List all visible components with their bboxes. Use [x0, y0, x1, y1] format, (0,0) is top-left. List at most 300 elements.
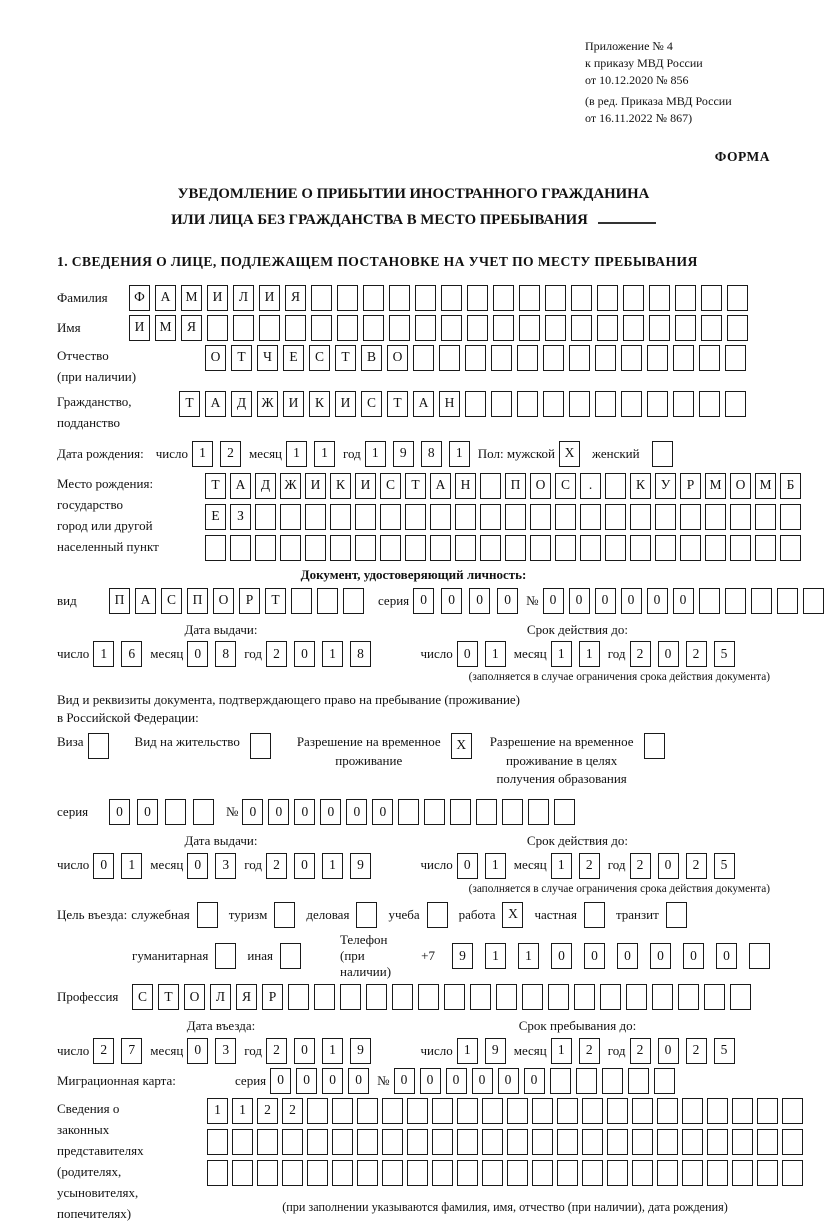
- char-box[interactable]: 0: [294, 853, 315, 879]
- char-box[interactable]: [605, 473, 626, 499]
- char-box[interactable]: [507, 1129, 528, 1155]
- char-box[interactable]: [532, 1098, 553, 1124]
- char-box[interactable]: [363, 285, 384, 311]
- char-box[interactable]: [317, 588, 338, 614]
- char-box[interactable]: [749, 943, 770, 969]
- char-box[interactable]: 0: [346, 799, 367, 825]
- char-box[interactable]: [382, 1160, 403, 1186]
- char-box[interactable]: 0: [420, 1068, 441, 1094]
- char-box[interactable]: [532, 1129, 553, 1155]
- char-box[interactable]: 0: [137, 799, 158, 825]
- char-box[interactable]: О: [213, 588, 234, 614]
- char-box[interactable]: [555, 535, 576, 561]
- char-box[interactable]: [682, 1129, 703, 1155]
- char-box[interactable]: Т: [405, 473, 426, 499]
- char-box[interactable]: [165, 799, 186, 825]
- char-box[interactable]: Е: [205, 504, 226, 530]
- char-box[interactable]: [682, 1098, 703, 1124]
- char-box[interactable]: [528, 799, 549, 825]
- char-box[interactable]: [233, 315, 254, 341]
- char-box[interactable]: 2: [686, 641, 707, 667]
- char-box[interactable]: [727, 315, 748, 341]
- checkbox-edu-permit[interactable]: [644, 733, 665, 759]
- char-box[interactable]: В: [361, 345, 382, 371]
- char-box[interactable]: [532, 1160, 553, 1186]
- char-box[interactable]: Ж: [280, 473, 301, 499]
- char-box[interactable]: Я: [285, 285, 306, 311]
- char-box[interactable]: [803, 588, 824, 614]
- char-box[interactable]: [707, 1160, 728, 1186]
- char-box[interactable]: 0: [372, 799, 393, 825]
- checkbox-private[interactable]: [584, 902, 605, 928]
- char-box[interactable]: [657, 1129, 678, 1155]
- char-box[interactable]: 2: [266, 853, 287, 879]
- char-box[interactable]: Я: [181, 315, 202, 341]
- char-box[interactable]: [548, 984, 569, 1010]
- char-box[interactable]: 0: [187, 853, 208, 879]
- char-box[interactable]: [626, 984, 647, 1010]
- char-box[interactable]: 0: [457, 641, 478, 667]
- char-box[interactable]: [569, 345, 590, 371]
- char-box[interactable]: [357, 1098, 378, 1124]
- char-box[interactable]: [582, 1098, 603, 1124]
- char-box[interactable]: [232, 1160, 253, 1186]
- char-box[interactable]: 0: [242, 799, 263, 825]
- char-box[interactable]: [630, 535, 651, 561]
- char-box[interactable]: 0: [543, 588, 564, 614]
- char-box[interactable]: 0: [621, 588, 642, 614]
- char-box[interactable]: [705, 535, 726, 561]
- char-box[interactable]: [407, 1160, 428, 1186]
- char-box[interactable]: О: [184, 984, 205, 1010]
- char-box[interactable]: [623, 315, 644, 341]
- char-box[interactable]: Н: [439, 391, 460, 417]
- char-box[interactable]: К: [330, 473, 351, 499]
- checkbox-visa[interactable]: [88, 733, 109, 759]
- char-box[interactable]: [543, 345, 564, 371]
- char-box[interactable]: 0: [584, 943, 605, 969]
- char-box[interactable]: О: [730, 473, 751, 499]
- char-box[interactable]: М: [155, 315, 176, 341]
- checkbox-sex-male[interactable]: X: [559, 441, 580, 467]
- char-box[interactable]: [307, 1129, 328, 1155]
- char-box[interactable]: 0: [187, 1038, 208, 1064]
- checkbox-study[interactable]: [427, 902, 448, 928]
- char-box[interactable]: М: [181, 285, 202, 311]
- char-box[interactable]: [582, 1160, 603, 1186]
- char-box[interactable]: Б: [780, 473, 801, 499]
- char-box[interactable]: А: [205, 391, 226, 417]
- char-box[interactable]: [675, 285, 696, 311]
- char-box[interactable]: [680, 535, 701, 561]
- char-box[interactable]: 0: [647, 588, 668, 614]
- char-box[interactable]: 5: [714, 853, 735, 879]
- char-box[interactable]: [701, 285, 722, 311]
- char-box[interactable]: [607, 1129, 628, 1155]
- char-box[interactable]: [430, 504, 451, 530]
- char-box[interactable]: [571, 315, 592, 341]
- char-box[interactable]: [415, 315, 436, 341]
- char-box[interactable]: С: [555, 473, 576, 499]
- char-box[interactable]: [595, 345, 616, 371]
- char-box[interactable]: [407, 1129, 428, 1155]
- char-box[interactable]: 8: [215, 641, 236, 667]
- char-box[interactable]: [493, 285, 514, 311]
- char-box[interactable]: [699, 588, 720, 614]
- char-box[interactable]: 1: [518, 943, 539, 969]
- char-box[interactable]: Т: [179, 391, 200, 417]
- char-box[interactable]: [332, 1098, 353, 1124]
- char-box[interactable]: И: [305, 473, 326, 499]
- char-box[interactable]: 0: [673, 588, 694, 614]
- char-box[interactable]: [311, 285, 332, 311]
- char-box[interactable]: [751, 588, 772, 614]
- char-box[interactable]: [782, 1160, 803, 1186]
- char-box[interactable]: Н: [455, 473, 476, 499]
- char-box[interactable]: С: [380, 473, 401, 499]
- char-box[interactable]: [207, 1129, 228, 1155]
- char-box[interactable]: [701, 315, 722, 341]
- char-box[interactable]: И: [283, 391, 304, 417]
- char-box[interactable]: 2: [686, 853, 707, 879]
- char-box[interactable]: [430, 535, 451, 561]
- char-box[interactable]: [630, 504, 651, 530]
- char-box[interactable]: М: [705, 473, 726, 499]
- char-box[interactable]: [467, 315, 488, 341]
- char-box[interactable]: [554, 799, 575, 825]
- char-box[interactable]: [607, 1098, 628, 1124]
- char-box[interactable]: [280, 504, 301, 530]
- char-box[interactable]: [389, 285, 410, 311]
- char-box[interactable]: Ф: [129, 285, 150, 311]
- char-box[interactable]: 2: [282, 1098, 303, 1124]
- checkbox-sex-female[interactable]: [652, 441, 673, 467]
- char-box[interactable]: [607, 1160, 628, 1186]
- char-box[interactable]: [580, 504, 601, 530]
- char-box[interactable]: [255, 504, 276, 530]
- char-box[interactable]: П: [109, 588, 130, 614]
- char-box[interactable]: [467, 285, 488, 311]
- char-box[interactable]: Т: [205, 473, 226, 499]
- char-box[interactable]: Р: [680, 473, 701, 499]
- char-box[interactable]: 0: [658, 853, 679, 879]
- checkbox-other[interactable]: [280, 943, 301, 969]
- checkbox-official[interactable]: [197, 902, 218, 928]
- char-box[interactable]: [257, 1129, 278, 1155]
- char-box[interactable]: С: [361, 391, 382, 417]
- char-box[interactable]: 1: [286, 441, 307, 467]
- char-box[interactable]: [482, 1160, 503, 1186]
- char-box[interactable]: И: [335, 391, 356, 417]
- char-box[interactable]: 0: [322, 1068, 343, 1094]
- char-box[interactable]: [732, 1098, 753, 1124]
- char-box[interactable]: [545, 315, 566, 341]
- char-box[interactable]: [757, 1129, 778, 1155]
- char-box[interactable]: 2: [630, 641, 651, 667]
- char-box[interactable]: К: [309, 391, 330, 417]
- char-box[interactable]: [757, 1160, 778, 1186]
- char-box[interactable]: И: [355, 473, 376, 499]
- char-box[interactable]: [574, 984, 595, 1010]
- char-box[interactable]: 0: [457, 853, 478, 879]
- char-box[interactable]: Т: [231, 345, 252, 371]
- char-box[interactable]: [730, 504, 751, 530]
- char-box[interactable]: [707, 1129, 728, 1155]
- char-box[interactable]: [457, 1160, 478, 1186]
- char-box[interactable]: 1: [322, 853, 343, 879]
- char-box[interactable]: 0: [617, 943, 638, 969]
- checkbox-temp-permit[interactable]: X: [451, 733, 472, 759]
- char-box[interactable]: 2: [266, 641, 287, 667]
- char-box[interactable]: [343, 588, 364, 614]
- char-box[interactable]: 0: [497, 588, 518, 614]
- char-box[interactable]: Я: [236, 984, 257, 1010]
- char-box[interactable]: [480, 504, 501, 530]
- char-box[interactable]: П: [187, 588, 208, 614]
- char-box[interactable]: [380, 504, 401, 530]
- char-box[interactable]: [605, 504, 626, 530]
- char-box[interactable]: А: [430, 473, 451, 499]
- char-box[interactable]: [517, 391, 538, 417]
- char-box[interactable]: [439, 345, 460, 371]
- char-box[interactable]: 3: [215, 853, 236, 879]
- char-box[interactable]: [678, 984, 699, 1010]
- checkbox-business[interactable]: [356, 902, 377, 928]
- char-box[interactable]: [259, 315, 280, 341]
- char-box[interactable]: [530, 504, 551, 530]
- char-box[interactable]: [507, 1098, 528, 1124]
- char-box[interactable]: [505, 535, 526, 561]
- char-box[interactable]: [600, 984, 621, 1010]
- char-box[interactable]: 0: [569, 588, 590, 614]
- char-box[interactable]: А: [155, 285, 176, 311]
- char-box[interactable]: 1: [322, 1038, 343, 1064]
- char-box[interactable]: 0: [716, 943, 737, 969]
- char-box[interactable]: Т: [387, 391, 408, 417]
- char-box[interactable]: [480, 473, 501, 499]
- char-box[interactable]: [307, 1160, 328, 1186]
- char-box[interactable]: 1: [192, 441, 213, 467]
- char-box[interactable]: [647, 391, 668, 417]
- char-box[interactable]: [522, 984, 543, 1010]
- char-box[interactable]: [569, 391, 590, 417]
- char-box[interactable]: 0: [658, 1038, 679, 1064]
- char-box[interactable]: Т: [335, 345, 356, 371]
- char-box[interactable]: С: [132, 984, 153, 1010]
- char-box[interactable]: [654, 1068, 675, 1094]
- char-box[interactable]: [557, 1129, 578, 1155]
- checkbox-transit[interactable]: [666, 902, 687, 928]
- char-box[interactable]: [465, 345, 486, 371]
- char-box[interactable]: [780, 535, 801, 561]
- char-box[interactable]: [232, 1129, 253, 1155]
- char-box[interactable]: 0: [93, 853, 114, 879]
- char-box[interactable]: .: [580, 473, 601, 499]
- char-box[interactable]: 0: [294, 1038, 315, 1064]
- char-box[interactable]: М: [755, 473, 776, 499]
- char-box[interactable]: И: [259, 285, 280, 311]
- checkbox-work[interactable]: X: [502, 902, 523, 928]
- char-box[interactable]: [632, 1098, 653, 1124]
- char-box[interactable]: 0: [469, 588, 490, 614]
- char-box[interactable]: 9: [452, 943, 473, 969]
- char-box[interactable]: [285, 315, 306, 341]
- char-box[interactable]: [457, 1129, 478, 1155]
- char-box[interactable]: 0: [683, 943, 704, 969]
- char-box[interactable]: [330, 535, 351, 561]
- char-box[interactable]: [307, 1098, 328, 1124]
- char-box[interactable]: 1: [579, 641, 600, 667]
- char-box[interactable]: [407, 1098, 428, 1124]
- char-box[interactable]: [444, 984, 465, 1010]
- char-box[interactable]: [727, 285, 748, 311]
- char-box[interactable]: [432, 1160, 453, 1186]
- char-box[interactable]: [340, 984, 361, 1010]
- char-box[interactable]: [305, 504, 326, 530]
- char-box[interactable]: [732, 1160, 753, 1186]
- char-box[interactable]: [657, 1098, 678, 1124]
- char-box[interactable]: 2: [579, 1038, 600, 1064]
- char-box[interactable]: [780, 504, 801, 530]
- char-box[interactable]: 0: [524, 1068, 545, 1094]
- char-box[interactable]: [476, 799, 497, 825]
- char-box[interactable]: [597, 315, 618, 341]
- checkbox-residence-permit[interactable]: [250, 733, 271, 759]
- char-box[interactable]: [597, 285, 618, 311]
- char-box[interactable]: 0: [348, 1068, 369, 1094]
- char-box[interactable]: [621, 391, 642, 417]
- char-box[interactable]: [282, 1129, 303, 1155]
- char-box[interactable]: [280, 535, 301, 561]
- char-box[interactable]: [623, 285, 644, 311]
- char-box[interactable]: И: [129, 315, 150, 341]
- char-box[interactable]: [628, 1068, 649, 1094]
- char-box[interactable]: [413, 345, 434, 371]
- char-box[interactable]: [580, 535, 601, 561]
- char-box[interactable]: [392, 984, 413, 1010]
- char-box[interactable]: [725, 391, 746, 417]
- char-box[interactable]: А: [413, 391, 434, 417]
- char-box[interactable]: [355, 504, 376, 530]
- char-box[interactable]: 7: [121, 1038, 142, 1064]
- char-box[interactable]: [432, 1098, 453, 1124]
- char-box[interactable]: 0: [270, 1068, 291, 1094]
- char-box[interactable]: [482, 1098, 503, 1124]
- char-box[interactable]: 1: [551, 853, 572, 879]
- char-box[interactable]: 0: [187, 641, 208, 667]
- char-box[interactable]: 9: [485, 1038, 506, 1064]
- char-box[interactable]: [621, 345, 642, 371]
- char-box[interactable]: О: [205, 345, 226, 371]
- char-box[interactable]: [288, 984, 309, 1010]
- char-box[interactable]: Л: [210, 984, 231, 1010]
- char-box[interactable]: [305, 535, 326, 561]
- char-box[interactable]: [424, 799, 445, 825]
- char-box[interactable]: П: [505, 473, 526, 499]
- char-box[interactable]: И: [207, 285, 228, 311]
- char-box[interactable]: [725, 345, 746, 371]
- char-box[interactable]: [730, 984, 751, 1010]
- char-box[interactable]: [582, 1129, 603, 1155]
- char-box[interactable]: 1: [365, 441, 386, 467]
- char-box[interactable]: [207, 1160, 228, 1186]
- char-box[interactable]: О: [387, 345, 408, 371]
- char-box[interactable]: С: [161, 588, 182, 614]
- char-box[interactable]: [530, 535, 551, 561]
- char-box[interactable]: 1: [449, 441, 470, 467]
- char-box[interactable]: [605, 535, 626, 561]
- char-box[interactable]: [366, 984, 387, 1010]
- char-box[interactable]: [699, 345, 720, 371]
- char-box[interactable]: 2: [93, 1038, 114, 1064]
- char-box[interactable]: Л: [233, 285, 254, 311]
- char-box[interactable]: [571, 285, 592, 311]
- char-box[interactable]: [330, 504, 351, 530]
- char-box[interactable]: 0: [446, 1068, 467, 1094]
- char-box[interactable]: О: [530, 473, 551, 499]
- char-box[interactable]: [480, 535, 501, 561]
- char-box[interactable]: 0: [595, 588, 616, 614]
- char-box[interactable]: [705, 504, 726, 530]
- char-box[interactable]: [382, 1098, 403, 1124]
- char-box[interactable]: [517, 345, 538, 371]
- char-box[interactable]: [519, 315, 540, 341]
- char-box[interactable]: [675, 315, 696, 341]
- char-box[interactable]: 1: [322, 641, 343, 667]
- char-box[interactable]: 5: [714, 641, 735, 667]
- char-box[interactable]: [470, 984, 491, 1010]
- char-box[interactable]: [699, 391, 720, 417]
- char-box[interactable]: 2: [630, 1038, 651, 1064]
- char-box[interactable]: [730, 535, 751, 561]
- char-box[interactable]: [555, 504, 576, 530]
- char-box[interactable]: [415, 285, 436, 311]
- char-box[interactable]: [432, 1129, 453, 1155]
- char-box[interactable]: Т: [158, 984, 179, 1010]
- char-box[interactable]: [757, 1098, 778, 1124]
- char-box[interactable]: [755, 535, 776, 561]
- char-box[interactable]: [291, 588, 312, 614]
- char-box[interactable]: [441, 285, 462, 311]
- char-box[interactable]: 2: [579, 853, 600, 879]
- char-box[interactable]: 2: [266, 1038, 287, 1064]
- char-box[interactable]: 8: [421, 441, 442, 467]
- char-box[interactable]: Д: [231, 391, 252, 417]
- char-box[interactable]: [380, 535, 401, 561]
- char-box[interactable]: 0: [658, 641, 679, 667]
- char-box[interactable]: [655, 504, 676, 530]
- char-box[interactable]: [482, 1129, 503, 1155]
- char-box[interactable]: 1: [485, 943, 506, 969]
- char-box[interactable]: 0: [498, 1068, 519, 1094]
- checkbox-tourism[interactable]: [274, 902, 295, 928]
- char-box[interactable]: У: [655, 473, 676, 499]
- char-box[interactable]: [363, 315, 384, 341]
- char-box[interactable]: [207, 315, 228, 341]
- char-box[interactable]: [545, 285, 566, 311]
- char-box[interactable]: 1: [314, 441, 335, 467]
- char-box[interactable]: 9: [350, 853, 371, 879]
- char-box[interactable]: [632, 1160, 653, 1186]
- char-box[interactable]: [673, 391, 694, 417]
- char-box[interactable]: 0: [441, 588, 462, 614]
- char-box[interactable]: [357, 1160, 378, 1186]
- char-box[interactable]: [193, 799, 214, 825]
- char-box[interactable]: 9: [393, 441, 414, 467]
- char-box[interactable]: [732, 1129, 753, 1155]
- char-box[interactable]: Р: [239, 588, 260, 614]
- char-box[interactable]: Ч: [257, 345, 278, 371]
